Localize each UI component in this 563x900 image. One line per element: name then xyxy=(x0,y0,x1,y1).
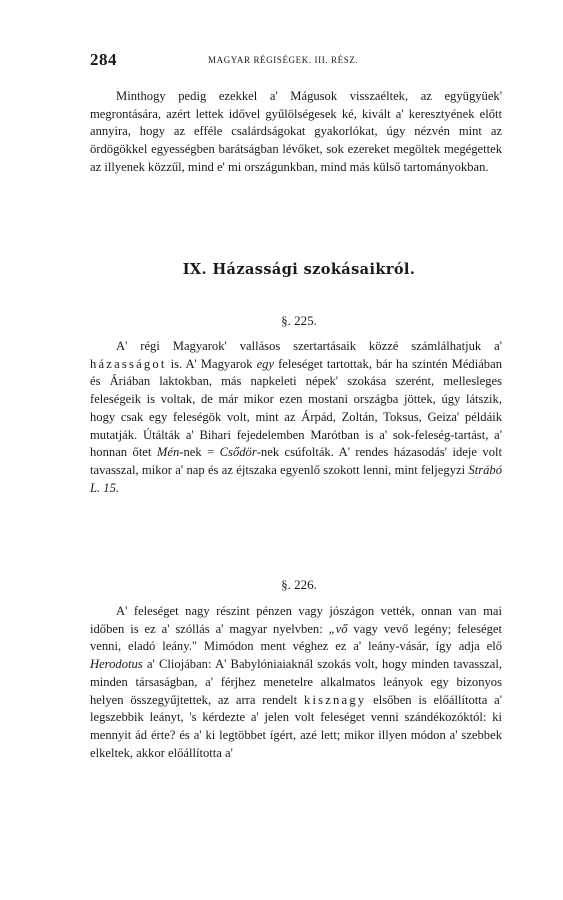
text-run: is. A' Magyarok xyxy=(170,356,253,371)
italic-term: Mén xyxy=(156,445,180,460)
text-run: feleséget tartottak, bár ha szintén Médiában és Áriában laktokban, más napkeleti népek' szokása szerént, mellesleges feleségeik is voltak, de már mikor ezen mostani országba jöttek, úgy látszik, hogy csak egy feleségök volt, mint az Árpád, Zoltán, Toksus, Geiza' példáik mutatják. Útálták a' Bihari fejedelemben Marótban is a' sok-feleség-tartást, a' honnan őtet xyxy=(90,356,502,460)
section-226-paragraph xyxy=(90,603,502,762)
page-number: 284 xyxy=(90,50,117,69)
text-run: a' Cliojában: A' Babylóniaiaknál szokás volt, hogy minden tavasszal, minden társaságban, a' férjhez menetelre alkalmatos leányok egy bizonyos helyen összegyűjtettek, az arra rendelt xyxy=(90,657,502,707)
italic-term: Csődör xyxy=(219,445,257,460)
spaced-term: kisznagy xyxy=(303,692,367,707)
italic-name: Herodotus xyxy=(90,657,143,672)
spaced-term: házasságot xyxy=(90,356,167,371)
running-title: MAGYAR RÉGISÉGEK. III. RÉSZ. xyxy=(208,55,359,65)
chapter-heading: IX. Házassági szokásaikról. xyxy=(182,261,416,278)
italic-term: egy xyxy=(256,356,275,371)
text-run: -nek csúfolták. A' rendes házasodás' ideje volt tavasszal, mikor a' nap és az éjtszaka egyenlő szokott lenni, mint feljegyzi xyxy=(90,445,502,477)
text-run: vagy vevő legény; feleséget venni, eladó leány." Mimódon ment véghez ez a' leány-vásár, így adja elő xyxy=(90,621,502,654)
text-run: A' feleséget nagy részint pénzen vagy jószágon vették, onnan van mai időben is ez a' szóllás a' magyar nyelvben: xyxy=(90,604,502,636)
italic-term: „vő xyxy=(328,621,348,636)
section-225-paragraph xyxy=(90,338,502,497)
text-run: A' régi Magyarok' vallásos szertartásaik közzé számlálhatjuk a' xyxy=(116,339,502,353)
italic-citation: Strábó L. 15. xyxy=(90,462,502,495)
section-number-226: §. 226. xyxy=(281,577,317,592)
section-number-225: §. 225. xyxy=(281,313,317,328)
running-head xyxy=(90,50,508,72)
intro-paragraph: Minthogy pedig ezekkel a' Mágusok visszaéltek, az együgyüek' megrontására, azért lettek idővel gyűlölségesek ké, kivált a' keresztyének előtt annyira, hogy az efféle csalárdságokat gyakorlókat, úgy nézvén mint az ördögökkel egyességben barátságban lévőket, sok ezereket megöltek megégettek az illyenek közzűl, mind e' mi országunkban, mind más külső tartományokban. xyxy=(90,89,502,174)
text-run: -nek = xyxy=(179,445,215,460)
text-run: elsőben is előállította a' legszebbik leányt, 's kérdezte a' jelen volt feleséget venni szándékozóktól: ki mennyit ád érte? és a' ki legtöbbet ígért, azé lett; mikor illyen módon a' szebbek elkeltek, akkor előállította a' xyxy=(90,692,503,760)
